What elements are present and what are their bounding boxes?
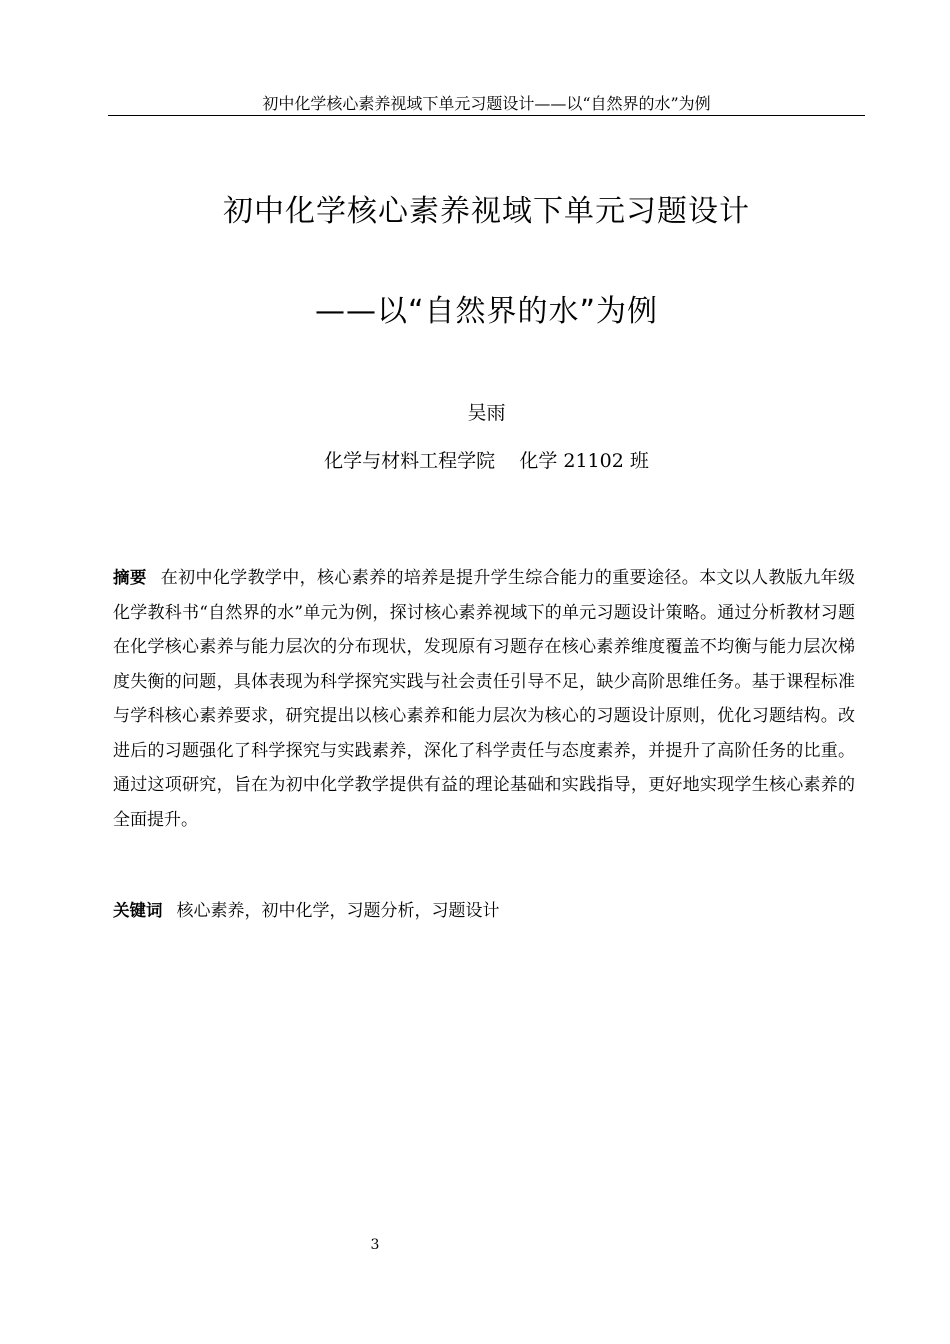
author-affiliation: 化学与材料工程学院 化学 21102 班 [324, 450, 649, 472]
abstract-text: 在初中化学教学中，核心素养的培养是提升学生综合能力的重要途径。本文以人教版九年级化学教科书“自然界的水”单元为例，探讨核心素养视域下的单元习题设计策略。通过分析教材习题在化学核心素养与能力层次的分布现状，发现原有习题存在核心素养维度覆盖不均衡与能力层次梯度失衡的问题，具体表现为科学探究实践与社会责任引导不足，缺少高阶思维任务。基于课程标准与学科核心素养要求，研究提出以核心素养和能力层次为核心的习题设计原则，优化习题结构。改进后的习题强化了科学探究与实践素养，深化了科学责任与态度素养，并提升了高阶任务的比重。通过这项研究，旨在为初中化学教学提供有益的理论基础和实践指导，更好地实现学生核心素养的全面提升。 [113, 568, 856, 830]
author-name: 吴雨 [467, 402, 506, 424]
paper-subtitle: ——以“自然界的水”为例 [314, 294, 659, 329]
paper-title: 初中化学核心素养视域下单元习题设计 [223, 194, 750, 229]
keywords-label: 关键词 [113, 901, 163, 920]
keywords [113, 896, 855, 926]
header-divider [108, 115, 865, 116]
abstract-label: 摘要 [113, 568, 147, 587]
page-number: 3 [370, 1237, 380, 1253]
keywords-text: 核心素养，初中化学，习题分析，习题设计 [176, 901, 500, 921]
abstract [113, 561, 855, 837]
running-header: 初中化学核心素养视域下单元习题设计——以“自然界的水”为例 [262, 94, 711, 113]
